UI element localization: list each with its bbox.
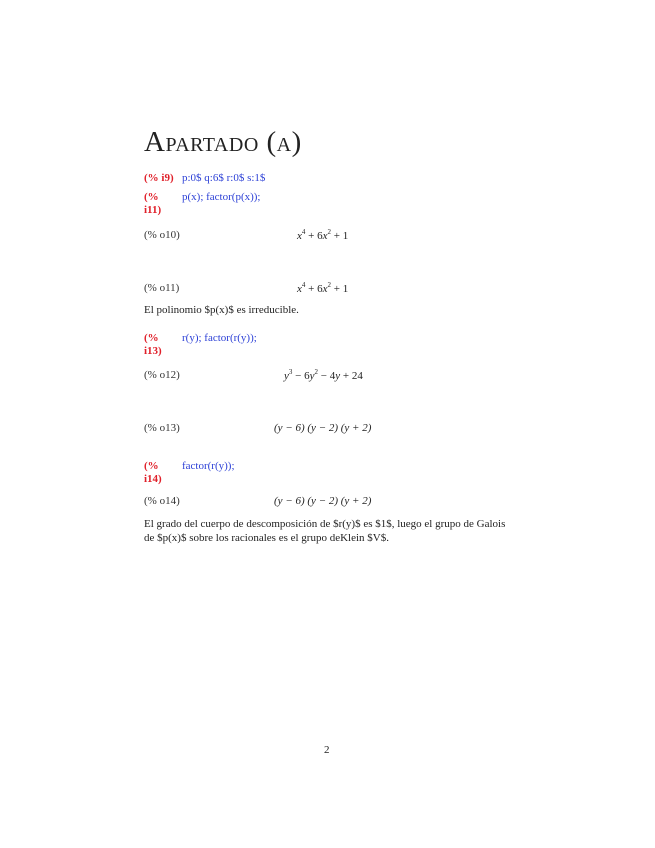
paragraph-galois-line1: El grado del cuerpo de descomposición de $r(y)$ es $1$, luego el grupo de Galois bbox=[144, 518, 506, 530]
input-code-i11[interactable]: p(x); factor(p(x)); bbox=[182, 191, 261, 203]
output-label-o12: (% o12) bbox=[144, 369, 180, 381]
paragraph-galois-line2: de $p(x)$ sobre los racionales es el grupo deKlein $V$. bbox=[144, 532, 389, 544]
output-label-o11: (% o11) bbox=[144, 282, 180, 294]
page-number: 2 bbox=[324, 744, 330, 756]
output-label-o14: (% o14) bbox=[144, 495, 180, 507]
output-expr-o11: $x^4 + 6x^2 + 1$ bbox=[297, 281, 349, 295]
input-code-i9[interactable]: p:0$ q:6$ r:0$ s:1$ bbox=[182, 172, 266, 184]
input-label-i11-line1: (% bbox=[144, 191, 159, 203]
output-expr-o14: (y − 6) (y − 2) (y + 2) bbox=[274, 495, 372, 507]
input-label-i14-line2: i14) bbox=[144, 473, 162, 485]
output-expr-o12: $y^3 - 6y^2 - 4y + 24$ bbox=[284, 368, 363, 382]
input-label-i13-line1: (% bbox=[144, 332, 159, 344]
output-expr-o10: $x^4 + 6x^2 + 1$ bbox=[297, 228, 349, 242]
input-label-i14-line1: (% bbox=[144, 460, 159, 472]
input-label-i11-line2: i11) bbox=[144, 204, 162, 216]
section-title: Apartado (a) bbox=[144, 126, 302, 158]
input-label-i13-line2: i13) bbox=[144, 345, 162, 357]
output-label-o10: (% o10) bbox=[144, 229, 180, 241]
input-code-i13[interactable]: r(y); factor(r(y)); bbox=[182, 332, 257, 344]
input-label-i9: (% i9) bbox=[144, 172, 174, 184]
paragraph-irreducible: El polinomio $p(x)$ es irreducible. bbox=[144, 304, 299, 316]
output-label-o13: (% o13) bbox=[144, 422, 180, 434]
input-code-i14[interactable]: factor(r(y)); bbox=[182, 460, 235, 472]
output-expr-o13: (y − 6) (y − 2) (y + 2) bbox=[274, 422, 372, 434]
